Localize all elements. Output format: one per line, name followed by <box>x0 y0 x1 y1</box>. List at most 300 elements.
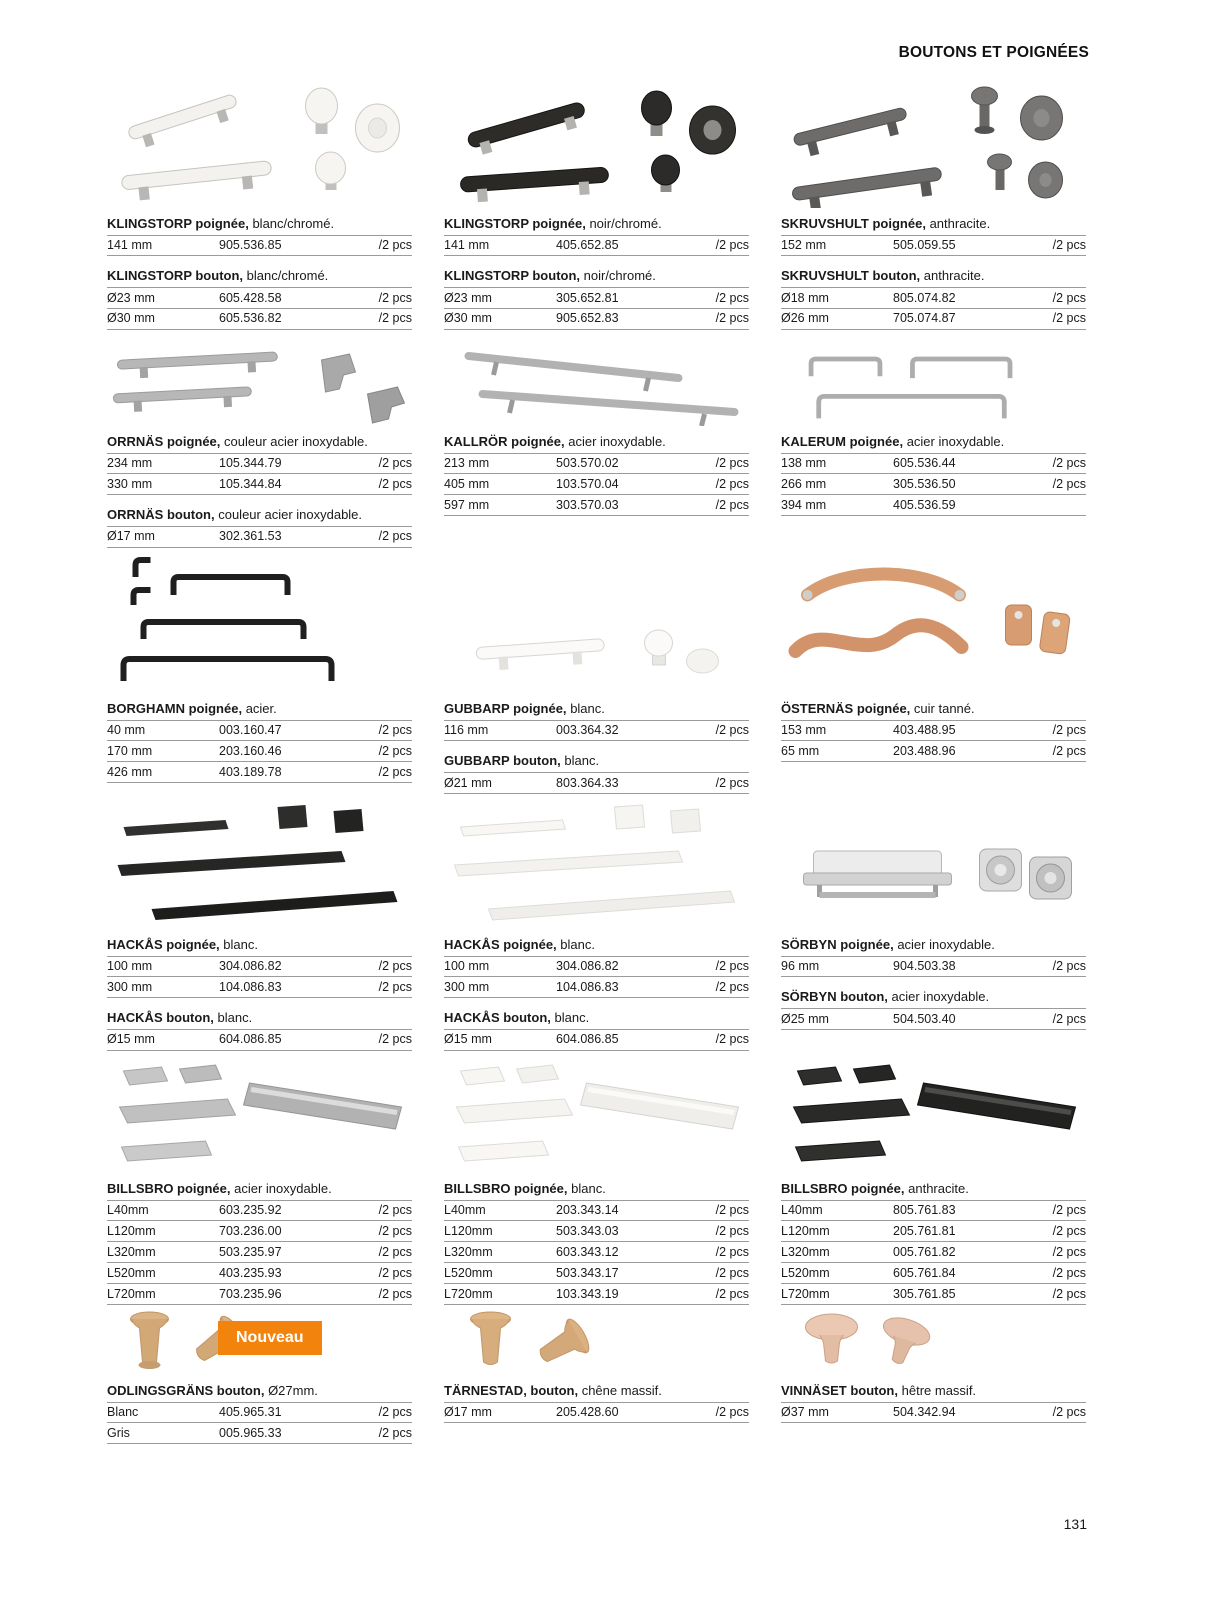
quantity-cell: /2 pcs <box>715 1032 749 1047</box>
billsbro-anthracite-product-section <box>781 1055 1086 1305</box>
product-table <box>781 235 1086 257</box>
product-name: BILLSBRO poignée, <box>107 1181 231 1196</box>
product-grid <box>107 80 1086 1455</box>
product-group <box>781 937 1086 977</box>
vinnaset-product-section <box>781 1305 1086 1455</box>
quantity-cell: /2 pcs <box>715 238 749 253</box>
product-description: blanc. <box>223 937 258 952</box>
gubbarp-product-image <box>444 543 749 693</box>
size-cell: L320mm <box>107 1244 156 1259</box>
product-table <box>781 1008 1086 1030</box>
product-group <box>444 701 749 741</box>
product-row <box>781 1221 1086 1242</box>
product-name: BILLSBRO poignée, <box>444 1181 568 1196</box>
article-number: 003.160.47 <box>219 723 282 738</box>
new-badge: Nouveau <box>218 1321 322 1355</box>
product-name: ÖSTERNÄS poignée, <box>781 701 911 716</box>
klingstorp-white-product-section <box>107 80 412 338</box>
size-cell: 426 mm <box>107 764 153 779</box>
product-title <box>444 937 749 953</box>
product-table <box>781 453 1086 517</box>
size-cell: 65 mm <box>781 743 820 758</box>
product-title <box>444 753 749 769</box>
product-name: ORRNÄS poignée, <box>107 434 221 449</box>
product-name: ORRNÄS bouton, <box>107 507 215 523</box>
product-row <box>107 1201 412 1222</box>
article-number: 503.570.02 <box>556 456 619 471</box>
article-number: 005.965.33 <box>219 1425 282 1440</box>
size-cell: 266 mm <box>781 476 827 491</box>
product-row <box>781 1284 1086 1305</box>
product-group <box>107 216 412 256</box>
article-number: 103.343.19 <box>556 1286 619 1301</box>
size-cell: 40 mm <box>107 723 146 738</box>
product-name: TÄRNESTAD, bouton, <box>444 1383 579 1398</box>
product-group <box>107 507 412 547</box>
article-number: 403.235.93 <box>219 1265 282 1280</box>
product-group <box>781 701 1086 762</box>
product-row <box>444 495 749 516</box>
product-description: acier inoxydable. <box>568 434 666 449</box>
quantity-cell: /2 pcs <box>378 290 412 305</box>
size-cell: 100 mm <box>444 959 490 974</box>
product-row <box>444 1221 749 1242</box>
quantity-cell: /2 pcs <box>378 311 412 326</box>
product-row <box>107 309 412 330</box>
quantity-cell: /2 pcs <box>378 723 412 738</box>
product-group <box>107 1383 412 1444</box>
quantity-cell: /2 pcs <box>1052 456 1086 471</box>
product-row <box>444 721 749 742</box>
size-cell: 138 mm <box>781 456 827 471</box>
orrnas-product-image <box>107 338 412 426</box>
product-name: SÖRBYN poignée, <box>781 937 894 952</box>
product-description: blanc. <box>560 937 595 952</box>
article-number: 905.536.85 <box>219 238 282 253</box>
article-number: 403.189.78 <box>219 764 282 779</box>
product-row <box>444 977 749 998</box>
product-row <box>781 721 1086 742</box>
quantity-cell: /2 pcs <box>1052 1223 1086 1238</box>
product-group <box>107 937 412 998</box>
product-description: blanc. <box>217 1010 253 1026</box>
article-number: 605.428.58 <box>219 290 282 305</box>
product-row <box>107 1242 412 1263</box>
borghamn-product-image <box>107 543 412 693</box>
product-title <box>107 937 412 953</box>
article-number: 504.342.94 <box>893 1405 956 1420</box>
product-row <box>781 309 1086 330</box>
size-cell: Ø37 mm <box>781 1405 829 1420</box>
article-number: 103.570.04 <box>556 476 619 491</box>
article-number: 205.761.81 <box>893 1223 956 1238</box>
product-row <box>444 773 749 794</box>
quantity-cell: /2 pcs <box>1052 1244 1086 1259</box>
quantity-cell: /2 pcs <box>378 764 412 779</box>
billsbro-anthracite-product-image <box>781 1055 1086 1173</box>
size-cell: L520mm <box>444 1265 493 1280</box>
product-row <box>107 1284 412 1305</box>
product-table <box>107 1029 412 1051</box>
quantity-cell: /2 pcs <box>715 775 749 790</box>
article-number: 304.086.82 <box>219 959 282 974</box>
quantity-cell: /2 pcs <box>378 476 412 491</box>
product-description: couleur acier inoxydable. <box>218 507 363 523</box>
catalog-column-3 <box>781 80 1086 1455</box>
product-table <box>444 1200 749 1305</box>
product-name: BILLSBRO poignée, <box>781 1181 905 1196</box>
size-cell: 153 mm <box>781 723 827 738</box>
product-name: HACKÅS poignée, <box>107 937 220 952</box>
product-table <box>107 720 412 784</box>
quantity-cell: /2 pcs <box>715 979 749 994</box>
product-name: HACKÅS poignée, <box>444 937 557 952</box>
product-group <box>444 937 749 998</box>
skruvshult-product-image <box>781 80 1086 208</box>
quantity-cell: /2 pcs <box>715 1265 749 1280</box>
product-row <box>781 1242 1086 1263</box>
quantity-cell: /2 pcs <box>1052 1011 1086 1026</box>
product-row <box>444 454 749 475</box>
klingstorp-black-product-image <box>444 80 749 208</box>
size-cell: L520mm <box>107 1265 156 1280</box>
size-cell: L40mm <box>781 1203 823 1218</box>
product-row <box>781 1201 1086 1222</box>
hackas-white-product-image <box>444 793 749 929</box>
product-table <box>781 956 1086 978</box>
product-row <box>781 741 1086 762</box>
product-row <box>781 1403 1086 1424</box>
product-description: noir/chromé. <box>589 216 662 231</box>
article-number: 105.344.84 <box>219 476 282 491</box>
product-description: blanc/chromé. <box>252 216 335 231</box>
product-row <box>781 454 1086 475</box>
product-title <box>781 1181 1086 1197</box>
quantity-cell: /2 pcs <box>715 959 749 974</box>
quantity-cell: /2 pcs <box>715 1223 749 1238</box>
article-number: 305.536.50 <box>893 476 956 491</box>
quantity-cell: /2 pcs <box>1052 1265 1086 1280</box>
article-number: 603.235.92 <box>219 1203 282 1218</box>
product-row <box>107 762 412 783</box>
product-title <box>781 989 1086 1005</box>
size-cell: 96 mm <box>781 959 820 974</box>
product-name: GUBBARP poignée, <box>444 701 567 716</box>
product-group <box>107 268 412 329</box>
quantity-cell: /2 pcs <box>378 238 412 253</box>
product-description: Ø27mm. <box>268 1383 318 1398</box>
product-description: acier inoxydable. <box>897 937 995 952</box>
product-group <box>781 268 1086 329</box>
article-number: 603.343.12 <box>556 1244 619 1259</box>
product-title <box>444 701 749 717</box>
product-title <box>107 268 412 284</box>
odlingsgrans-product-section <box>107 1305 412 1455</box>
quantity-cell: /2 pcs <box>1052 238 1086 253</box>
page-number: 131 <box>1063 1516 1087 1532</box>
quantity-cell: /2 pcs <box>1052 1286 1086 1301</box>
quantity-cell: /2 pcs <box>715 456 749 471</box>
product-title <box>444 268 749 284</box>
quantity-cell: /2 pcs <box>1052 959 1086 974</box>
product-table <box>444 1029 749 1051</box>
product-description: cuir tanné. <box>913 701 975 716</box>
hackas-dark-product-image <box>107 793 412 929</box>
article-number: 605.536.44 <box>893 456 956 471</box>
product-row <box>781 495 1086 516</box>
borghamn-product-section <box>107 543 412 793</box>
billsbro-white-product-image <box>444 1055 749 1173</box>
size-cell: L720mm <box>444 1286 493 1301</box>
quantity-cell: /2 pcs <box>378 1032 412 1047</box>
product-table <box>781 287 1086 330</box>
article-number: 203.160.46 <box>219 743 282 758</box>
product-title <box>444 216 749 232</box>
article-number: 703.236.00 <box>219 1223 282 1238</box>
product-row <box>107 236 412 257</box>
size-cell: 300 mm <box>107 979 153 994</box>
product-title <box>107 701 412 717</box>
product-group <box>444 1010 749 1050</box>
size-cell: 234 mm <box>107 456 153 471</box>
product-name: SKRUVSHULT poignée, <box>781 216 926 231</box>
product-row <box>444 1242 749 1263</box>
quantity-cell: /2 pcs <box>378 1405 412 1420</box>
product-row <box>444 1263 749 1284</box>
article-number: 105.344.79 <box>219 456 282 471</box>
product-group <box>781 989 1086 1029</box>
quantity-cell: /2 pcs <box>378 1244 412 1259</box>
size-cell: Ø23 mm <box>444 290 492 305</box>
odlingsgrans-product-image <box>107 1305 412 1375</box>
product-table <box>107 235 412 257</box>
tarnestad-product-section <box>444 1305 749 1455</box>
article-number: 805.074.82 <box>893 290 956 305</box>
kallror-product-image <box>444 338 749 426</box>
size-cell: 300 mm <box>444 979 490 994</box>
article-number: 904.503.38 <box>893 959 956 974</box>
product-group <box>444 434 749 516</box>
product-row <box>444 1201 749 1222</box>
size-cell: L520mm <box>781 1265 830 1280</box>
size-cell: 100 mm <box>107 959 153 974</box>
product-description: blanc. <box>564 753 600 769</box>
product-description: blanc/chromé. <box>246 268 329 284</box>
product-table <box>444 720 749 742</box>
product-name: ODLINGSGRÄNS bouton, <box>107 1383 265 1398</box>
tarnestad-product-image <box>444 1305 749 1375</box>
product-title <box>107 1010 412 1026</box>
product-title <box>444 1181 749 1197</box>
product-description: blanc. <box>570 701 605 716</box>
product-table <box>444 1402 749 1424</box>
product-group <box>781 216 1086 256</box>
product-row <box>444 236 749 257</box>
product-row <box>444 288 749 309</box>
quantity-cell: /2 pcs <box>1052 1405 1086 1420</box>
hackas-white-product-section <box>444 793 749 1055</box>
product-description: acier inoxydable. <box>891 989 990 1005</box>
product-row <box>107 474 412 495</box>
product-table <box>444 235 749 257</box>
product-row <box>781 957 1086 978</box>
size-cell: L720mm <box>781 1286 830 1301</box>
hackas-dark-product-section <box>107 793 412 1055</box>
product-title <box>107 1181 412 1197</box>
article-number: 803.364.33 <box>556 775 619 790</box>
size-cell: L720mm <box>107 1286 156 1301</box>
product-group <box>444 1181 749 1305</box>
product-group <box>444 216 749 256</box>
product-name: VINNÄSET bouton, <box>781 1383 898 1398</box>
article-number: 203.343.14 <box>556 1203 619 1218</box>
product-name: HACKÅS bouton, <box>444 1010 551 1026</box>
product-table <box>444 956 749 999</box>
product-title <box>107 434 412 450</box>
size-cell: Ø15 mm <box>107 1032 155 1047</box>
product-table <box>444 287 749 330</box>
kalerum-product-image <box>781 338 1086 426</box>
product-title <box>107 216 412 232</box>
product-name: KALLRÖR poignée, <box>444 434 565 449</box>
article-number: 505.059.55 <box>893 238 956 253</box>
product-name: SKRUVSHULT bouton, <box>781 268 921 284</box>
product-row <box>107 1403 412 1424</box>
article-number: 104.086.83 <box>556 979 619 994</box>
product-row <box>107 1221 412 1242</box>
product-row <box>781 288 1086 309</box>
quantity-cell: /2 pcs <box>378 456 412 471</box>
product-title <box>444 434 749 450</box>
size-cell: 330 mm <box>107 476 153 491</box>
size-cell: Ø18 mm <box>781 290 829 305</box>
product-name: KLINGSTORP poignée, <box>107 216 249 231</box>
product-row <box>781 474 1086 495</box>
product-row <box>444 309 749 330</box>
article-number: 304.086.82 <box>556 959 619 974</box>
article-number: 104.086.83 <box>219 979 282 994</box>
product-table <box>444 453 749 517</box>
billsbro-steel-product-section <box>107 1055 412 1305</box>
product-title <box>781 937 1086 953</box>
quantity-cell: /2 pcs <box>1052 290 1086 305</box>
product-group <box>107 1181 412 1305</box>
article-number: 604.086.85 <box>219 1032 282 1047</box>
klingstorp-white-product-image <box>107 80 412 208</box>
quantity-cell: /2 pcs <box>715 497 749 512</box>
product-title <box>781 216 1086 232</box>
quantity-cell: /2 pcs <box>715 1405 749 1420</box>
osternas-product-image <box>781 543 1086 693</box>
product-name: KALERUM poignée, <box>781 434 904 449</box>
product-title <box>781 268 1086 284</box>
product-description: anthracite. <box>908 1181 969 1196</box>
article-number: 405.536.59 <box>893 497 956 512</box>
article-number: 604.086.85 <box>556 1032 619 1047</box>
quantity-cell: /2 pcs <box>715 1244 749 1259</box>
article-number: 405.652.85 <box>556 238 619 253</box>
quantity-cell: /2 pcs <box>1052 476 1086 491</box>
product-row <box>107 721 412 742</box>
product-row <box>781 1263 1086 1284</box>
orrnas-product-section <box>107 338 412 543</box>
product-description: blanc. <box>554 1010 590 1026</box>
article-number: 705.074.87 <box>893 311 956 326</box>
size-cell: Ø17 mm <box>444 1405 492 1420</box>
size-cell: L40mm <box>444 1203 486 1218</box>
product-title <box>781 434 1086 450</box>
product-row <box>107 1263 412 1284</box>
product-group <box>107 1010 412 1050</box>
product-row <box>107 454 412 475</box>
article-number: 805.761.83 <box>893 1203 956 1218</box>
product-table <box>107 1200 412 1305</box>
size-cell: L320mm <box>781 1244 830 1259</box>
osternas-product-section <box>781 543 1086 793</box>
size-cell: Ø23 mm <box>107 290 155 305</box>
size-cell: 141 mm <box>107 238 153 253</box>
product-row <box>107 977 412 998</box>
size-cell: 170 mm <box>107 743 153 758</box>
size-cell: 405 mm <box>444 476 490 491</box>
product-description: acier inoxydable. <box>906 434 1005 449</box>
product-table <box>781 1200 1086 1305</box>
product-name: KLINGSTORP bouton, <box>444 268 581 284</box>
product-title <box>107 507 412 523</box>
product-table <box>107 453 412 496</box>
product-row <box>444 474 749 495</box>
article-number: 405.965.31 <box>219 1405 282 1420</box>
size-cell: L320mm <box>444 1244 493 1259</box>
sorbyn-product-section <box>781 793 1086 1055</box>
gubbarp-product-section <box>444 543 749 793</box>
product-description: acier inoxydable. <box>234 1181 332 1196</box>
size-cell: Ø30 mm <box>444 311 492 326</box>
product-description: couleur acier inoxydable. <box>224 434 368 449</box>
size-cell: Ø17 mm <box>107 529 155 544</box>
product-table <box>781 720 1086 763</box>
product-row <box>107 957 412 978</box>
product-row <box>444 1403 749 1424</box>
quantity-cell: /2 pcs <box>1052 723 1086 738</box>
product-row <box>781 1009 1086 1030</box>
product-group <box>781 1181 1086 1305</box>
quantity-cell: /2 pcs <box>715 723 749 738</box>
quantity-cell: /2 pcs <box>715 290 749 305</box>
size-cell: 116 mm <box>444 723 489 738</box>
size-cell: Gris <box>107 1425 130 1440</box>
vinnaset-product-image <box>781 1305 1086 1375</box>
product-row <box>444 1030 749 1051</box>
product-row <box>107 741 412 762</box>
product-description: hêtre massif. <box>901 1383 977 1398</box>
article-number: 905.652.83 <box>556 311 619 326</box>
size-cell: L120mm <box>781 1223 830 1238</box>
article-number: 302.361.53 <box>219 529 282 544</box>
product-title <box>444 1383 749 1399</box>
size-cell: Ø26 mm <box>781 311 829 326</box>
product-table <box>781 1402 1086 1424</box>
product-row <box>107 288 412 309</box>
article-number: 303.570.03 <box>556 497 619 512</box>
article-number: 205.428.60 <box>556 1405 619 1420</box>
size-cell: L120mm <box>444 1223 493 1238</box>
page-header: BOUTONS ET POIGNÉES <box>898 44 1089 61</box>
quantity-cell: /2 pcs <box>715 311 749 326</box>
product-title <box>107 1383 412 1399</box>
product-title <box>444 1010 749 1026</box>
size-cell: L120mm <box>107 1223 156 1238</box>
